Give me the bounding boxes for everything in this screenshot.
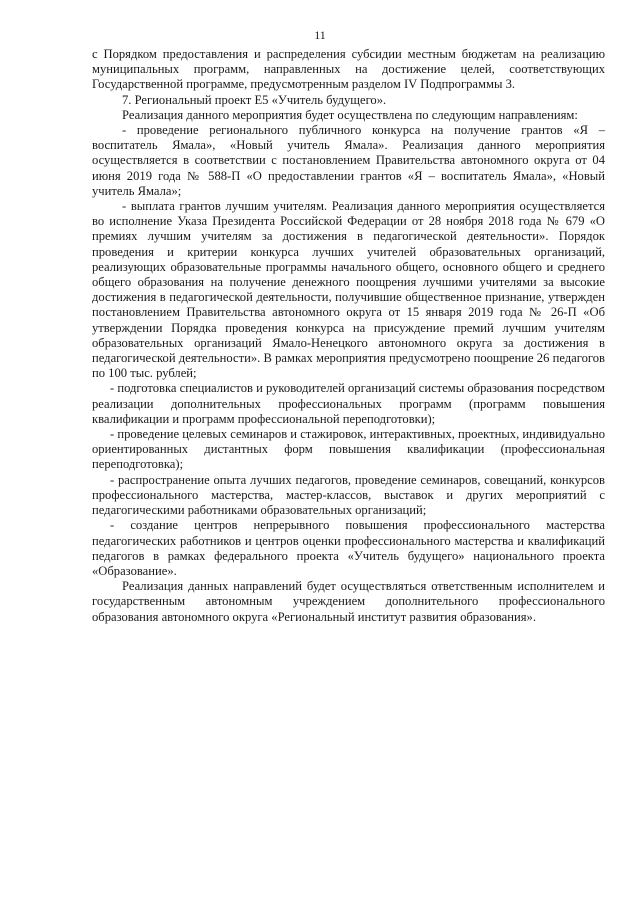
list-item-specialist-training: - подготовка специалистов и руководителей организаций системы образования посредством реализации дополнительных профессиональных программ (программ повышения квалификации и программ профессиональной переподготовки); bbox=[92, 381, 605, 426]
page-number: 11 bbox=[314, 28, 326, 42]
paragraph-responsible-executor: Реализация данных направлений будет осуществляться ответственным исполнителем и государственным автономным учреждением дополнительного профессионального образования автономного округа «Региональный институт развития образования». bbox=[92, 579, 605, 624]
paragraph-intro-directions: Реализация данного мероприятия будет осуществлена по следующим направлениям: bbox=[122, 107, 578, 122]
list-item-centers-creation: - создание центров непрерывного повышения профессионального мастерства педагогических работников и центров оценки профессионального мастерства и квалификаций педагогов в рамках федерального проекта «Учитель будущего» национального проекта «Образование». bbox=[92, 518, 605, 578]
list-item-grant-contest: - проведение регионального публичного конкурса на получение грантов «Я – воспитатель Ямала», «Новый учитель Ямала». Реализация данного мероприятия осуществляется в соответствии с постановлением Правительства автономного округа от 04 июня 2019 года № 588-П «О предоставлении грантов «Я – воспитатель Ямала», «Новый учитель Ямала»; bbox=[92, 123, 605, 198]
list-item-best-teachers-grants: - выплата грантов лучшим учителям. Реализация данного мероприятия осуществляется во исполнение Указа Президента Российской Федерации от 28 ноября 2018 года № 679 «О премиях лучшим учителям за достижения в педагогической деятельности». Порядок проведения и критерии конкурса лучших учителей образовательных организаций, реализующих образовательные программы начального общего, основного общего и среднего общего образования на получение денежного поощрения лучшими учителями за высокие достижения в педагогической деятельности, получившие общественное признание, утвержден постановлением Правительства автономного округа от 15 января 2019 года № 26-П «Об утверждении Порядка проведения конкурса на присуждение премий лучшим учителям образовательных организаций Ямало-Ненецкого автономного округа за достижения в педагогической деятельности». В рамках мероприятия предусмотрено поощрение 26 педагогов по 100 тыс. рублей; bbox=[92, 199, 605, 381]
list-item-seminars: - проведение целевых семинаров и стажировок, интерактивных, проектных, индивидуально ориентированных дистантных форм повышения квалификации (профессиональная переподготовка); bbox=[92, 427, 605, 472]
paragraph-subsidy-continuation: с Порядком предоставления и распределения субсидии местным бюджетам на реализацию муниципальных программ, направленных на достижение целей, соответствующих Государственной программе, предусмотренным разделом IV Подпрограммы 3. bbox=[92, 47, 605, 92]
list-item-experience-sharing: - распространение опыта лучших педагогов, проведение семинаров, совещаний, конкурсов профессионального мастерства, мастер-классов, выставок и других мероприятий с педагогическими работниками образовательных организаций; bbox=[92, 472, 605, 518]
document-body bbox=[92, 47, 605, 625]
section-heading-e5: 7. Региональный проект Е5 «Учитель будущего». bbox=[122, 92, 387, 107]
